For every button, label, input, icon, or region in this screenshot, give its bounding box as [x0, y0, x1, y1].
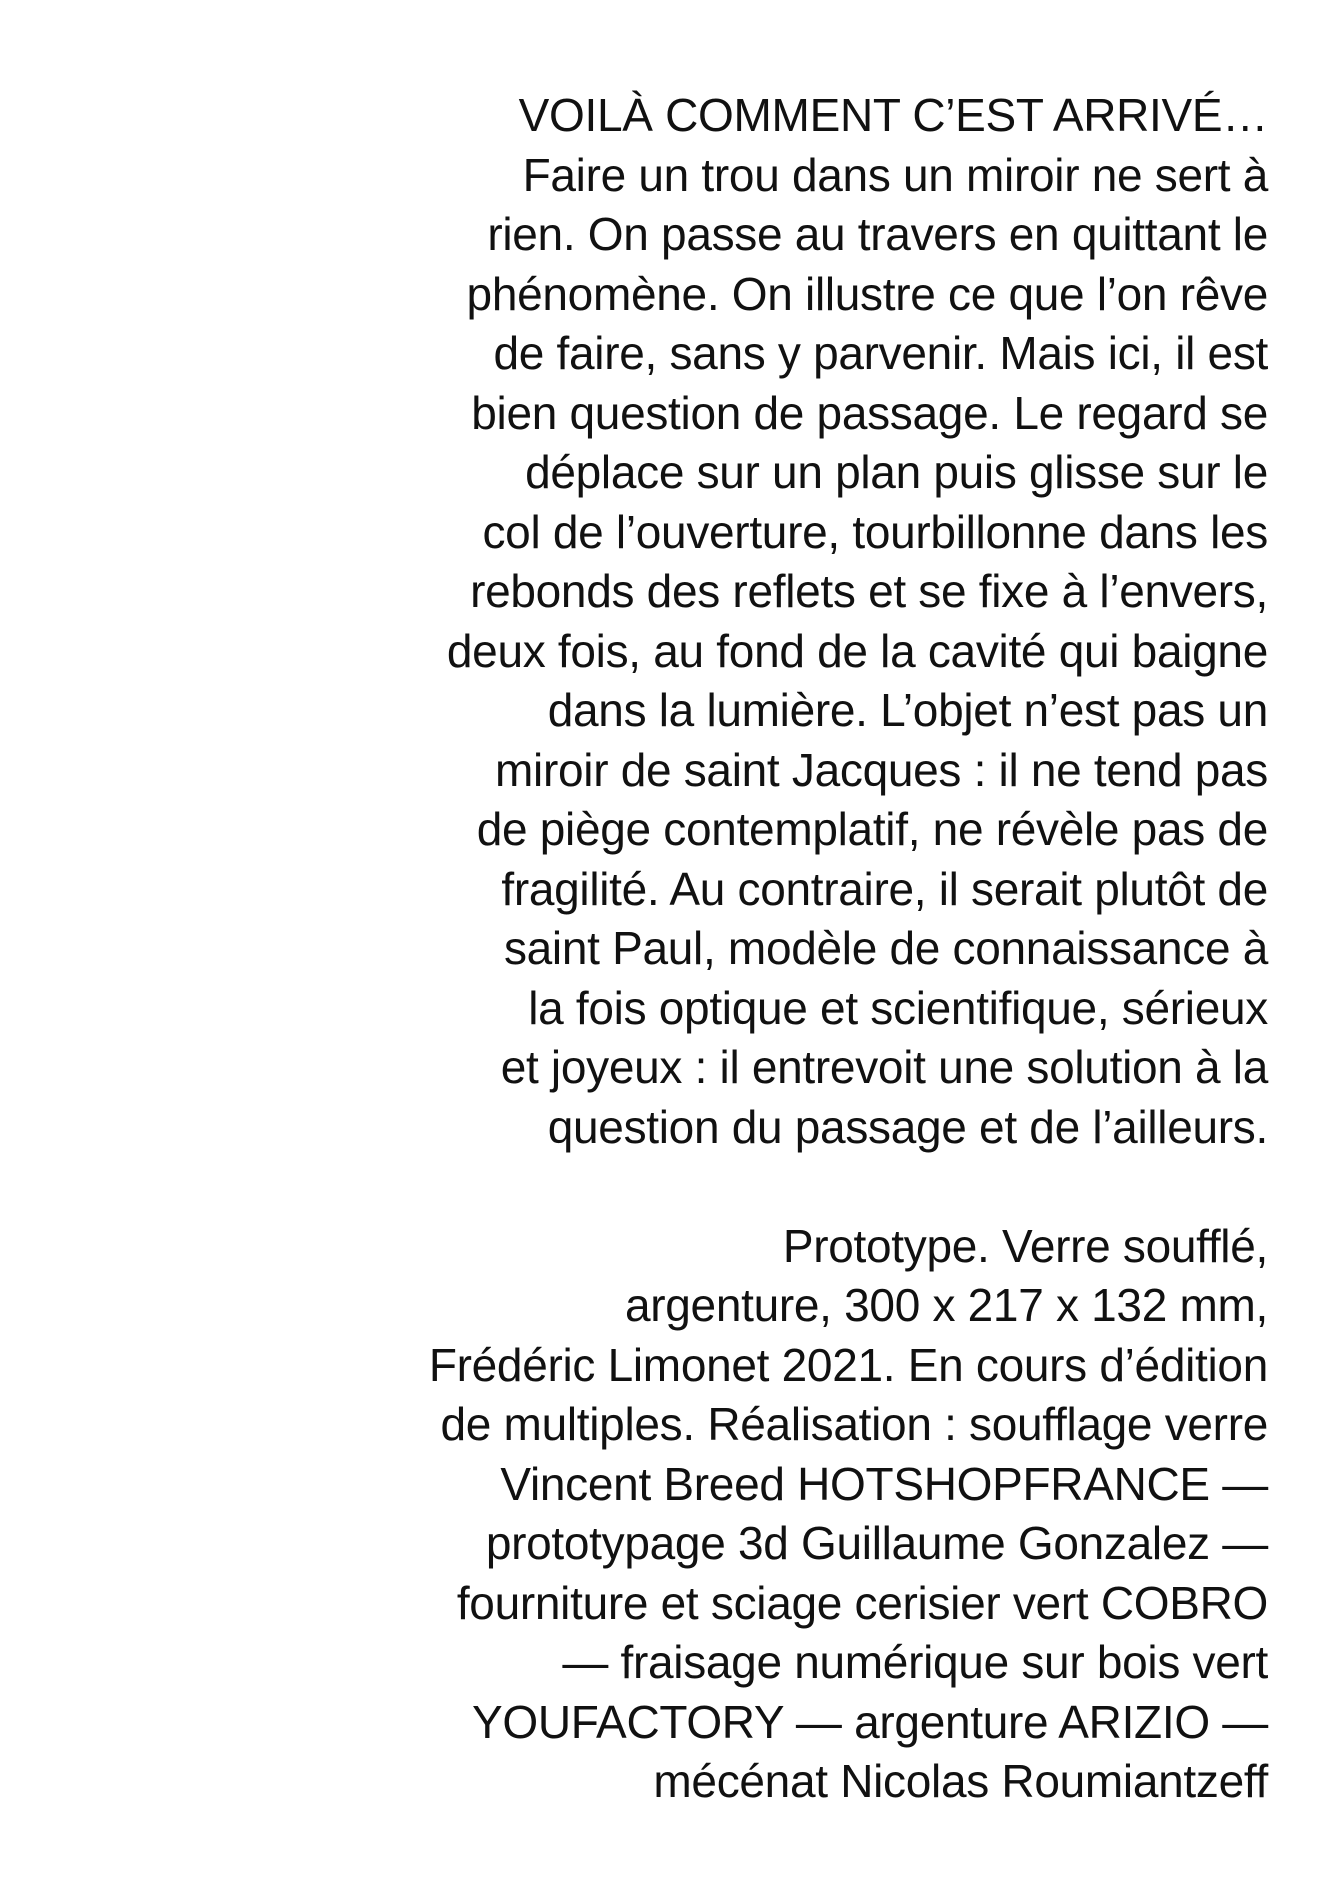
- description-line: déplace sur un plan puis glisse sur le: [525, 446, 1268, 498]
- credits-line: — fraisage numérique sur bois vert: [562, 1636, 1268, 1688]
- description-line: deux fois, au fond de la cavité qui baigne: [446, 624, 1268, 677]
- description-line: dans la lumière. L’objet n’est pas un: [547, 684, 1268, 736]
- description-line: fragilité. Au contraire, il serait plutôt de: [501, 862, 1268, 915]
- paragraph-spacer: [268, 1157, 1268, 1217]
- description-line: Faire un trou dans un miroir ne sert à: [522, 148, 1268, 201]
- description-line: de faire, sans y parvenir. Mais ici, il est: [493, 327, 1268, 379]
- credits-paragraph: [268, 1217, 1268, 1812]
- description-line: saint Paul, modèle de connaissance à: [503, 922, 1268, 974]
- description-line: col de l’ouverture, tourbillonne dans les: [482, 505, 1268, 558]
- credits-line: Frédéric Limonet 2021. En cours d’édition: [428, 1338, 1268, 1391]
- credits-line: de multiples. Réalisation : soufflage verre: [440, 1398, 1268, 1450]
- description-line: miroir de saint Jacques : il ne tend pas: [495, 743, 1268, 796]
- description-line: et joyeux : il entrevoit une solution à la: [500, 1041, 1268, 1093]
- credits-line: fourniture et sciage cerisier vert COBRO: [456, 1576, 1268, 1629]
- text-column: [268, 86, 1268, 1812]
- description-line: phénomène. On illustre ce que l’on rêve: [466, 267, 1268, 320]
- description-line: rebonds des reflets et se fixe à l’envers,: [470, 565, 1268, 617]
- description-title: VOILÀ COMMENT C’EST ARRIVÉ…: [518, 89, 1268, 141]
- description-line: la fois optique et scientifique, sérieux: [528, 981, 1268, 1034]
- credits-line: YOUFACTORY — argenture ARIZIO —: [472, 1695, 1268, 1748]
- credits-line: mécénat Nicolas Roumiantzeff: [653, 1755, 1268, 1807]
- credits-line: prototypage 3d Guillaume Gonzalez —: [485, 1517, 1268, 1569]
- credits-line: Prototype. Verre soufflé,: [782, 1219, 1268, 1272]
- description-line: question du passage et de l’ailleurs.: [547, 1100, 1268, 1153]
- description-line: rien. On passe au travers en quittant le: [487, 208, 1268, 260]
- credits-line: Vincent Breed HOTSHOPFRANCE —: [500, 1457, 1268, 1510]
- description-line: bien question de passage. Le regard se: [471, 386, 1268, 439]
- description-paragraph: [268, 86, 1268, 1157]
- credits-line: argenture, 300 x 217 x 132 mm,: [624, 1279, 1268, 1331]
- description-line: de piège contemplatif, ne révèle pas de: [476, 803, 1268, 855]
